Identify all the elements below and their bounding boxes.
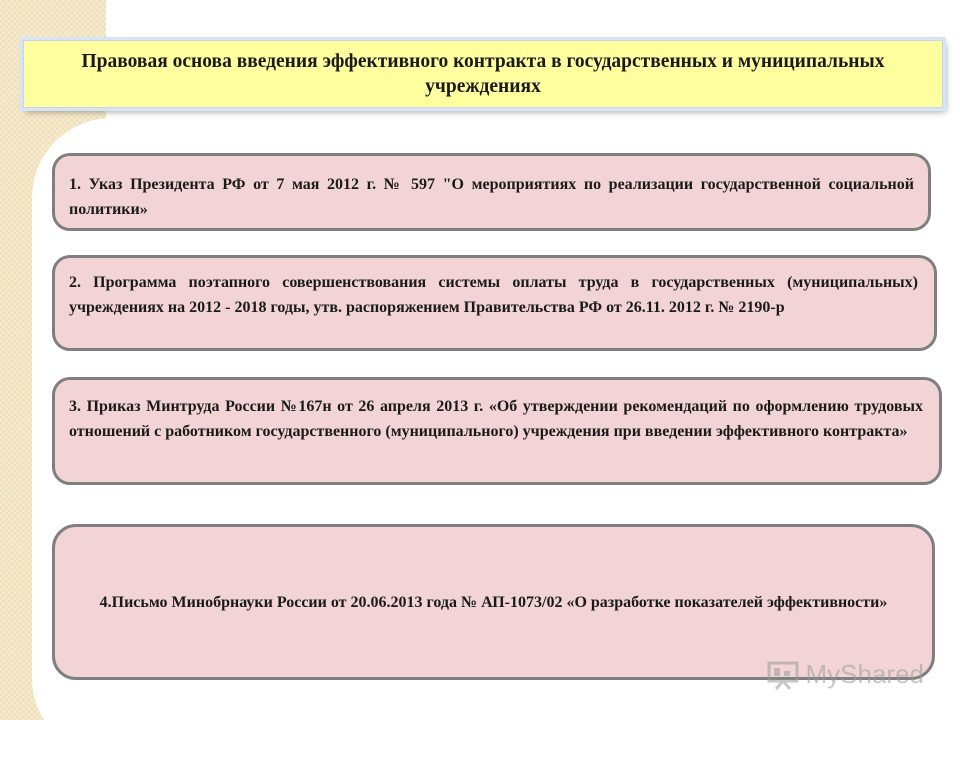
list-item-3-text: 3. Приказ Минтруда России №167н от 26 апреля 2013 г. «Об утверждении рекомендаций по оформлению трудовых отношений с работником государственного (муниципального) учреждения при введении эффективного контракта» [69, 398, 923, 440]
list-item-1 [52, 153, 931, 231]
list-item-2-text: 2. Программа поэтапного совершенствования системы оплаты труда в государственных (муниципальных) учреждениях на 2012 - 2018 годы, утв. распоряжением Правительства РФ от 26.11. 2012 г. № 2190-р [69, 274, 918, 316]
watermark-text: MyShared [805, 659, 924, 689]
list-item-3 [52, 377, 942, 485]
presentation-board-icon [766, 660, 800, 690]
list-item-4-text: 4.Письмо Минобрнауки России от 20.06.2013 года № АП-1073/02 «О разработке показателей эффективности» [99, 593, 888, 611]
list-item-4 [52, 524, 935, 680]
watermark [766, 659, 925, 690]
slide-title: Правовая основа введения эффективного контракта в государственных и муниципальных учреждениях [81, 51, 885, 97]
list-item-1-text: 1. Указ Президента РФ от 7 мая 2012 г. № 597 "О мероприятиях по реализации государственной социальной политики» [69, 176, 914, 218]
list-item-2 [52, 255, 937, 351]
title-banner [23, 40, 943, 108]
